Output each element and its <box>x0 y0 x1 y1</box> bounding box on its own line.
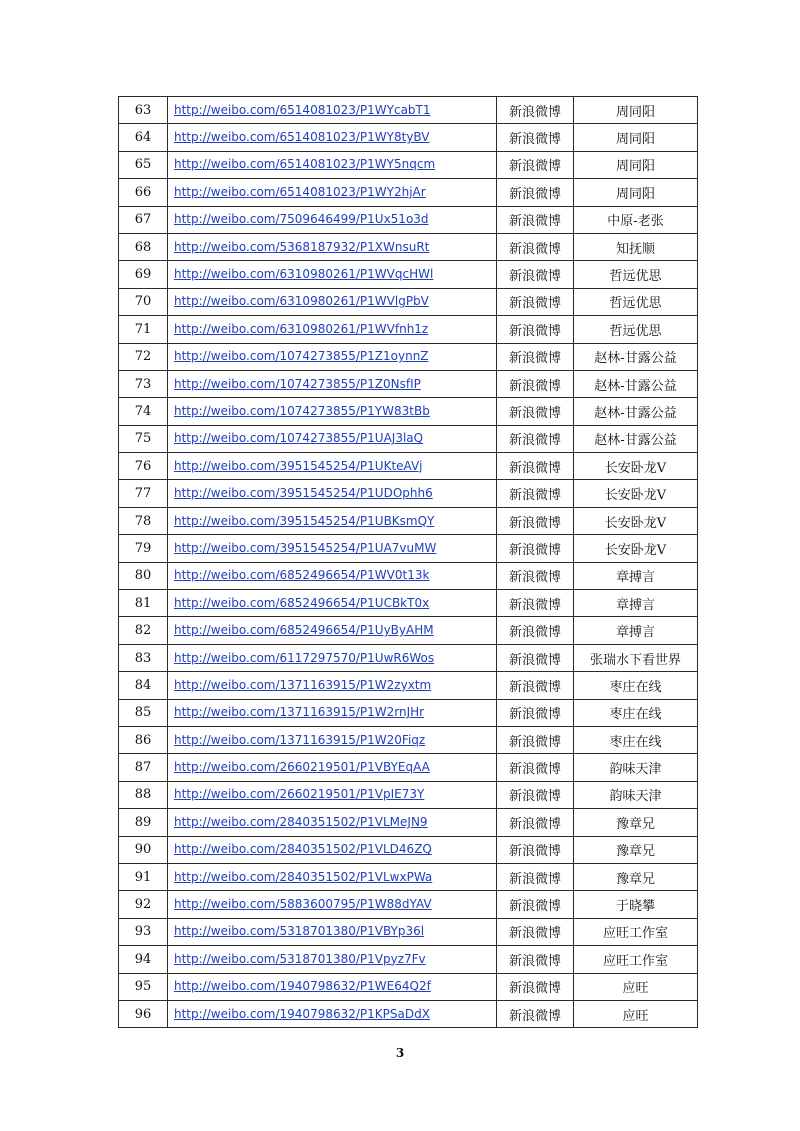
weibo-link[interactable]: http://weibo.com/2840351502/P1VLwxPWa <box>174 869 433 884</box>
table-row <box>119 480 698 507</box>
platform-cell: 新浪微博 <box>497 151 574 178</box>
platform-cell: 新浪微博 <box>497 507 574 534</box>
platform-cell: 新浪微博 <box>497 891 574 918</box>
platform-cell: 新浪微博 <box>497 590 574 617</box>
url-cell <box>168 891 497 918</box>
weibo-link[interactable]: http://weibo.com/1371163915/P1W20Fiqz <box>174 732 426 747</box>
platform-cell: 新浪微博 <box>497 644 574 671</box>
table-row <box>119 836 698 863</box>
platform-cell: 新浪微博 <box>497 836 574 863</box>
table-row <box>119 590 698 617</box>
weibo-link[interactable]: http://weibo.com/5318701380/P1VBYp36l <box>174 924 425 939</box>
table-row <box>119 946 698 973</box>
table-row <box>119 781 698 808</box>
account-name-cell: 韵味天津 <box>574 781 698 808</box>
url-cell <box>168 535 497 562</box>
row-number: 73 <box>119 370 168 397</box>
platform-cell: 新浪微博 <box>497 453 574 480</box>
weibo-link[interactable]: http://weibo.com/3951545254/P1UBKsmQY <box>174 513 435 528</box>
platform-cell: 新浪微博 <box>497 179 574 206</box>
row-number: 82 <box>119 617 168 644</box>
row-number: 64 <box>119 124 168 151</box>
platform-cell: 新浪微博 <box>497 863 574 890</box>
platform-cell: 新浪微博 <box>497 398 574 425</box>
row-number: 63 <box>119 97 168 124</box>
account-name-cell: 章搏言 <box>574 562 698 589</box>
platform-cell: 新浪微博 <box>497 946 574 973</box>
table-row <box>119 726 698 753</box>
table-row <box>119 809 698 836</box>
table-row <box>119 97 698 124</box>
weibo-link[interactable]: http://weibo.com/5883600795/P1W88dYAV <box>174 897 432 912</box>
account-name-cell: 哲远优思 <box>574 288 698 315</box>
account-name-cell: 周同阳 <box>574 179 698 206</box>
platform-cell: 新浪微博 <box>497 699 574 726</box>
weibo-link[interactable]: http://weibo.com/1371163915/P1W2zyxtm <box>174 677 432 692</box>
row-number: 74 <box>119 398 168 425</box>
platform-cell: 新浪微博 <box>497 206 574 233</box>
platform-cell: 新浪微博 <box>497 97 574 124</box>
platform-cell: 新浪微博 <box>497 425 574 452</box>
row-number: 89 <box>119 809 168 836</box>
account-name-cell: 周同阳 <box>574 124 698 151</box>
table-row <box>119 1000 698 1027</box>
weibo-link[interactable]: http://weibo.com/3951545254/P1UA7vuMW <box>174 540 437 555</box>
url-cell <box>168 809 497 836</box>
table-row <box>119 343 698 370</box>
url-cell <box>168 590 497 617</box>
url-cell <box>168 644 497 671</box>
url-cell <box>168 316 497 343</box>
account-name-cell: 赵林-甘露公益 <box>574 398 698 425</box>
platform-cell: 新浪微博 <box>497 754 574 781</box>
account-name-cell: 应旺 <box>574 1000 698 1027</box>
table-row <box>119 398 698 425</box>
weibo-link[interactable]: http://weibo.com/6514081023/P1WY5nqcm <box>174 157 436 172</box>
row-number: 68 <box>119 233 168 260</box>
url-cell <box>168 261 497 288</box>
weibo-link[interactable]: http://weibo.com/1940798632/P1WE64Q2f <box>174 979 431 994</box>
table-row <box>119 453 698 480</box>
weibo-link[interactable]: http://weibo.com/6117297570/P1UwR6Wos <box>174 650 435 665</box>
table-row <box>119 973 698 1000</box>
weibo-link[interactable]: http://weibo.com/6310980261/P1WVfnh1z <box>174 321 429 336</box>
weibo-link[interactable]: http://weibo.com/1074273855/P1UAJ3laQ <box>174 431 424 446</box>
platform-cell: 新浪微博 <box>497 617 574 644</box>
row-number: 67 <box>119 206 168 233</box>
row-number: 92 <box>119 891 168 918</box>
weibo-link[interactable]: http://weibo.com/1074273855/P1Z0NsfIP <box>174 376 421 391</box>
url-cell <box>168 672 497 699</box>
url-cell <box>168 370 497 397</box>
account-name-cell: 哲远优思 <box>574 261 698 288</box>
table-row <box>119 891 698 918</box>
table-row <box>119 617 698 644</box>
platform-cell: 新浪微博 <box>497 370 574 397</box>
account-name-cell: 知抚顺 <box>574 233 698 260</box>
account-name-cell: 应旺工作室 <box>574 946 698 973</box>
weibo-link[interactable]: http://weibo.com/1940798632/P1KPSaDdX <box>174 1006 430 1021</box>
account-name-cell: 周同阳 <box>574 151 698 178</box>
url-cell <box>168 781 497 808</box>
account-name-cell: 中原-老张 <box>574 206 698 233</box>
weibo-link[interactable]: http://weibo.com/2660219501/P1VBYEqAA <box>174 760 430 775</box>
row-number: 85 <box>119 699 168 726</box>
platform-cell: 新浪微博 <box>497 261 574 288</box>
url-cell <box>168 562 497 589</box>
url-cell <box>168 453 497 480</box>
url-cell <box>168 946 497 973</box>
account-name-cell: 豫章兄 <box>574 836 698 863</box>
account-name-cell: 章搏言 <box>574 617 698 644</box>
row-number: 83 <box>119 644 168 671</box>
account-name-cell: 长安卧龙V <box>574 535 698 562</box>
url-cell <box>168 918 497 945</box>
weibo-link[interactable]: http://weibo.com/6852496654/P1UCBkT0x <box>174 595 430 610</box>
account-name-cell: 枣庄在线 <box>574 672 698 699</box>
weibo-link[interactable]: http://weibo.com/6310980261/P1WVlgPbV <box>174 294 429 309</box>
platform-cell: 新浪微博 <box>497 288 574 315</box>
platform-cell: 新浪微博 <box>497 124 574 151</box>
link-table <box>118 96 698 1028</box>
row-number: 94 <box>119 946 168 973</box>
row-number: 66 <box>119 179 168 206</box>
weibo-link[interactable]: http://weibo.com/1074273855/P1Z1oynnZ <box>174 349 429 364</box>
weibo-link[interactable]: http://weibo.com/6514081023/P1WY8tyBV <box>174 130 430 145</box>
url-cell <box>168 754 497 781</box>
platform-cell: 新浪微博 <box>497 672 574 699</box>
table-body <box>119 97 698 1028</box>
table-row <box>119 644 698 671</box>
platform-cell: 新浪微博 <box>497 535 574 562</box>
platform-cell: 新浪微博 <box>497 480 574 507</box>
table-row <box>119 316 698 343</box>
table-row <box>119 124 698 151</box>
url-cell <box>168 863 497 890</box>
weibo-link[interactable]: http://weibo.com/6852496654/P1WV0t13k <box>174 568 430 583</box>
row-number: 95 <box>119 973 168 1000</box>
row-number: 76 <box>119 453 168 480</box>
weibo-link[interactable]: http://weibo.com/6514081023/P1WYcabT1 <box>174 102 431 117</box>
url-cell <box>168 343 497 370</box>
page-number: 3 <box>395 1046 405 1060</box>
row-number: 80 <box>119 562 168 589</box>
url-cell <box>168 206 497 233</box>
platform-cell: 新浪微博 <box>497 1000 574 1027</box>
url-cell <box>168 97 497 124</box>
table-row <box>119 425 698 452</box>
row-number: 81 <box>119 590 168 617</box>
account-name-cell: 赵林-甘露公益 <box>574 425 698 452</box>
weibo-link[interactable]: http://weibo.com/1074273855/P1YW83tBb <box>174 403 430 418</box>
table-row <box>119 562 698 589</box>
url-cell <box>168 480 497 507</box>
url-cell <box>168 124 497 151</box>
url-cell <box>168 973 497 1000</box>
platform-cell: 新浪微博 <box>497 343 574 370</box>
row-number: 78 <box>119 507 168 534</box>
url-cell <box>168 151 497 178</box>
row-number: 71 <box>119 316 168 343</box>
weibo-link[interactable]: http://weibo.com/3951545254/P1UDOphh6 <box>174 486 433 501</box>
row-number: 88 <box>119 781 168 808</box>
table-row <box>119 918 698 945</box>
platform-cell: 新浪微博 <box>497 781 574 808</box>
account-name-cell: 豫章兄 <box>574 809 698 836</box>
table-row <box>119 699 698 726</box>
url-cell <box>168 699 497 726</box>
table-row <box>119 863 698 890</box>
platform-cell: 新浪微博 <box>497 918 574 945</box>
account-name-cell: 应旺 <box>574 973 698 1000</box>
row-number: 87 <box>119 754 168 781</box>
weibo-link[interactable]: http://weibo.com/2660219501/P1VpIE73Y <box>174 787 425 802</box>
platform-cell: 新浪微博 <box>497 809 574 836</box>
row-number: 70 <box>119 288 168 315</box>
account-name-cell: 长安卧龙V <box>574 507 698 534</box>
row-number: 90 <box>119 836 168 863</box>
account-name-cell: 枣庄在线 <box>574 699 698 726</box>
platform-cell: 新浪微博 <box>497 233 574 260</box>
table-row <box>119 535 698 562</box>
account-name-cell: 于晓攀 <box>574 891 698 918</box>
account-name-cell: 张瑞水下看世界 <box>574 644 698 671</box>
platform-cell: 新浪微博 <box>497 316 574 343</box>
account-name-cell: 应旺工作室 <box>574 918 698 945</box>
row-number: 84 <box>119 672 168 699</box>
row-number: 75 <box>119 425 168 452</box>
url-cell <box>168 233 497 260</box>
row-number: 96 <box>119 1000 168 1027</box>
weibo-link[interactable]: http://weibo.com/5368187932/P1XWnsuRt <box>174 239 430 254</box>
row-number: 79 <box>119 535 168 562</box>
url-cell <box>168 398 497 425</box>
account-name-cell: 赵林-甘露公益 <box>574 343 698 370</box>
weibo-link[interactable]: http://weibo.com/6514081023/P1WY2hjAr <box>174 184 426 199</box>
row-number: 72 <box>119 343 168 370</box>
account-name-cell: 韵味天津 <box>574 754 698 781</box>
row-number: 91 <box>119 863 168 890</box>
url-cell <box>168 179 497 206</box>
weibo-link[interactable]: http://weibo.com/2840351502/P1VLMeJN9 <box>174 814 428 829</box>
weibo-link[interactable]: http://weibo.com/3951545254/P1UKteAVj <box>174 458 423 473</box>
account-name-cell: 豫章兄 <box>574 863 698 890</box>
platform-cell: 新浪微博 <box>497 726 574 753</box>
table-row <box>119 151 698 178</box>
row-number: 86 <box>119 726 168 753</box>
url-cell <box>168 507 497 534</box>
weibo-link[interactable]: http://weibo.com/6852496654/P1UyByAHM <box>174 623 434 638</box>
platform-cell: 新浪微博 <box>497 562 574 589</box>
account-name-cell: 长安卧龙V <box>574 453 698 480</box>
platform-cell: 新浪微博 <box>497 973 574 1000</box>
table-row <box>119 754 698 781</box>
account-name-cell: 哲远优思 <box>574 316 698 343</box>
row-number: 65 <box>119 151 168 178</box>
table-row <box>119 507 698 534</box>
row-number: 93 <box>119 918 168 945</box>
table-row <box>119 261 698 288</box>
table-row <box>119 206 698 233</box>
table-row <box>119 672 698 699</box>
url-cell <box>168 288 497 315</box>
weibo-link[interactable]: http://weibo.com/2840351502/P1VLD46ZQ <box>174 842 432 857</box>
url-cell <box>168 836 497 863</box>
weibo-link[interactable]: http://weibo.com/5318701380/P1Vpyz7Fv <box>174 951 426 966</box>
table-row <box>119 233 698 260</box>
weibo-link[interactable]: http://weibo.com/6310980261/P1WVqcHWl <box>174 267 434 282</box>
weibo-link[interactable]: http://weibo.com/1371163915/P1W2rnJHr <box>174 705 425 720</box>
row-number: 77 <box>119 480 168 507</box>
url-cell <box>168 425 497 452</box>
account-name-cell: 周同阳 <box>574 97 698 124</box>
url-cell <box>168 726 497 753</box>
table-row <box>119 179 698 206</box>
url-cell <box>168 617 497 644</box>
weibo-link[interactable]: http://weibo.com/7509646499/P1Ux51o3d <box>174 212 429 227</box>
table-row <box>119 288 698 315</box>
row-number: 69 <box>119 261 168 288</box>
account-name-cell: 枣庄在线 <box>574 726 698 753</box>
url-cell <box>168 1000 497 1027</box>
account-name-cell: 赵林-甘露公益 <box>574 370 698 397</box>
table-row <box>119 370 698 397</box>
account-name-cell: 长安卧龙V <box>574 480 698 507</box>
account-name-cell: 章搏言 <box>574 590 698 617</box>
